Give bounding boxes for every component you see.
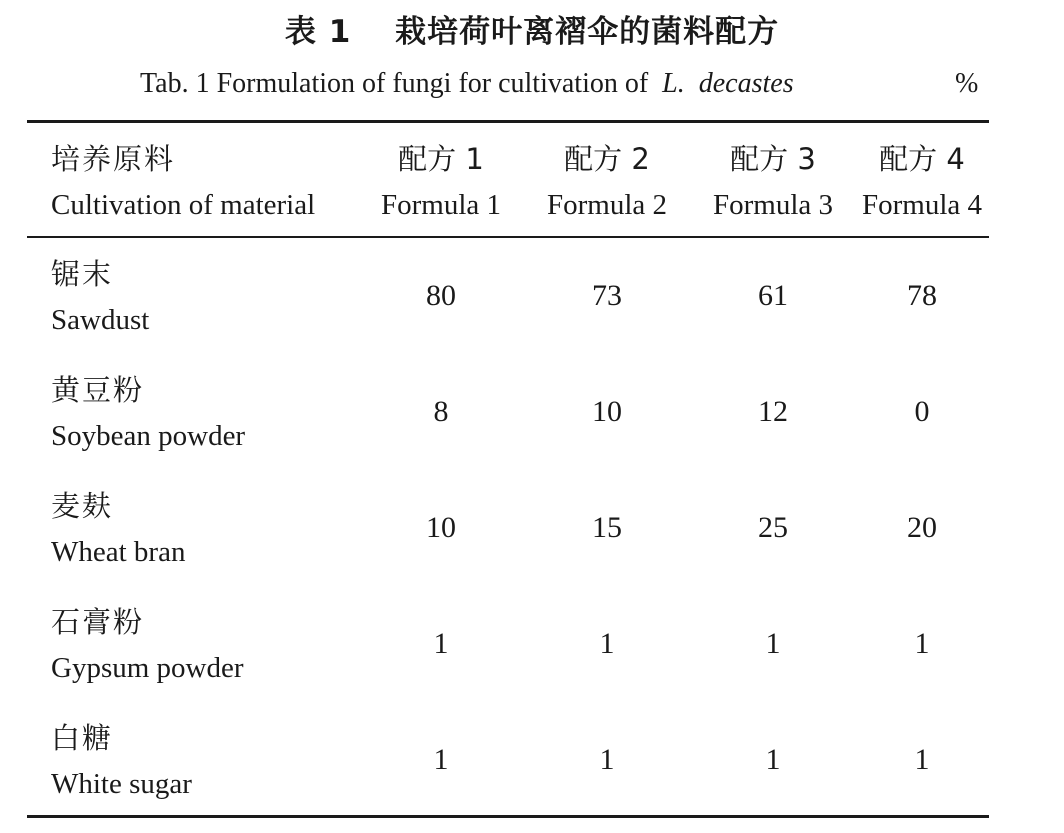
table-cell: 8 bbox=[433, 395, 449, 428]
header-formula-1 bbox=[370, 141, 512, 223]
table-row-label bbox=[51, 372, 245, 454]
header-material-cn: 培养原料 bbox=[51, 142, 176, 176]
title-species: decastes bbox=[698, 68, 794, 99]
unit-label: % bbox=[955, 68, 979, 99]
header-material bbox=[51, 141, 315, 223]
table-cell: 1 bbox=[914, 627, 930, 660]
title-genus: L. bbox=[662, 68, 685, 99]
row-label-cn: 石膏粉 bbox=[51, 605, 145, 639]
table-cell: 1 bbox=[433, 743, 449, 776]
table-title-english bbox=[140, 68, 794, 100]
row-label-en: Gypsum powder bbox=[51, 652, 244, 684]
table-cell: 15 bbox=[592, 511, 622, 544]
row-label-cn: 锯末 bbox=[51, 257, 114, 291]
table-cell: 80 bbox=[426, 279, 456, 312]
row-label-en: Soybean powder bbox=[51, 420, 246, 452]
table-cell: 1 bbox=[599, 627, 615, 660]
table-cell: 78 bbox=[907, 279, 937, 312]
header-formula-en: Formula 3 bbox=[712, 189, 834, 221]
header-formula-cn: 配方 2 bbox=[564, 142, 650, 176]
bottom-rule bbox=[27, 815, 989, 818]
header-formula-cn: 配方 1 bbox=[398, 142, 484, 176]
table-cell: 20 bbox=[907, 511, 937, 544]
table-cell: 61 bbox=[758, 279, 788, 312]
header-formula-2 bbox=[536, 141, 678, 223]
table-cell: 1 bbox=[765, 627, 781, 660]
row-label-cn: 白糖 bbox=[51, 721, 114, 755]
row-label-cn: 黄豆粉 bbox=[51, 373, 145, 407]
table-row-label bbox=[51, 720, 192, 802]
table-cell: 12 bbox=[758, 395, 788, 428]
table-cell: 25 bbox=[758, 511, 788, 544]
row-label-en: Wheat bran bbox=[51, 536, 186, 568]
table-cell: 0 bbox=[914, 395, 930, 428]
header-formula-en: Formula 4 bbox=[861, 189, 983, 221]
table-cell: 10 bbox=[426, 511, 456, 544]
table-row-label bbox=[51, 256, 149, 338]
header-formula-en: Formula 1 bbox=[380, 189, 502, 221]
table-row-label bbox=[51, 488, 185, 570]
table-cell: 1 bbox=[914, 743, 930, 776]
top-rule bbox=[27, 120, 989, 123]
table-cell: 1 bbox=[765, 743, 781, 776]
title-english-prefix: Tab. 1 Formulation of fungi for cultivation of bbox=[140, 68, 649, 99]
header-formula-en: Formula 2 bbox=[546, 189, 668, 221]
table-row-label bbox=[51, 604, 244, 686]
row-label-cn: 麦麸 bbox=[51, 489, 114, 523]
table-cell: 1 bbox=[599, 743, 615, 776]
header-formula-cn: 配方 4 bbox=[879, 142, 965, 176]
header-rule bbox=[27, 236, 989, 238]
table-cell: 10 bbox=[592, 395, 622, 428]
table-title-chinese: 表 1 栽培荷叶离褶伞的菌料配方 bbox=[284, 14, 780, 50]
table-cell: 73 bbox=[592, 279, 622, 312]
header-formula-cn: 配方 3 bbox=[730, 142, 816, 176]
row-label-en: Sawdust bbox=[51, 304, 150, 336]
header-formula-4 bbox=[851, 141, 993, 223]
header-formula-3 bbox=[702, 141, 844, 223]
header-material-en: Cultivation of material bbox=[51, 189, 316, 221]
table-cell: 1 bbox=[433, 627, 449, 660]
row-label-en: White sugar bbox=[51, 768, 192, 800]
